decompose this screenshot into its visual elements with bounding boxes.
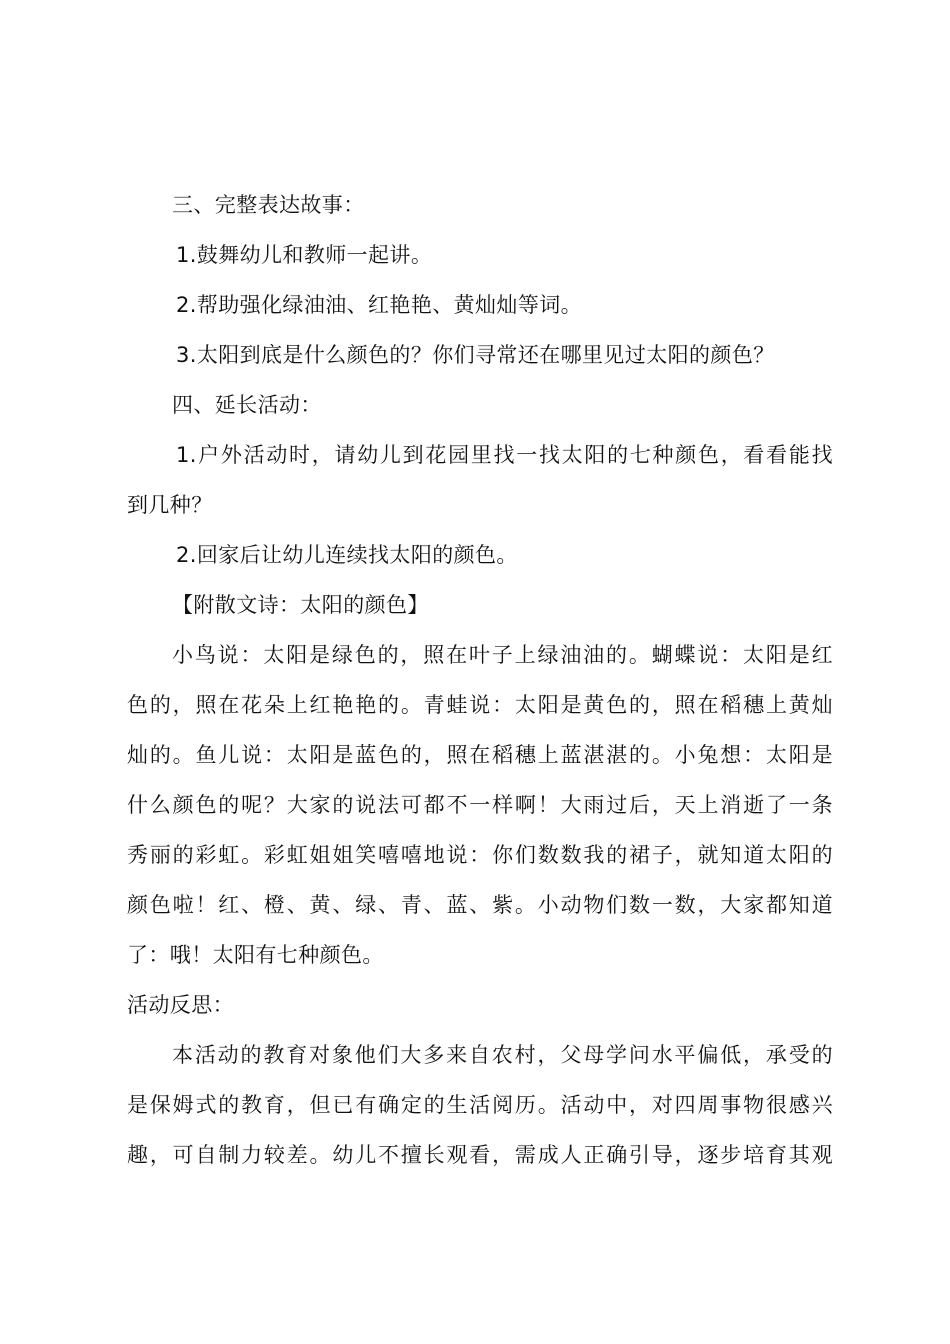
paragraph-line: 是保姆式的教育，但已有确定的生活阅历。活动中，对四周事物很感兴 [127, 1093, 833, 1117]
list-item: 3.太阳到底是什么颜色的？你们寻常还在哪里见过太阳的颜色？ [176, 343, 775, 367]
paragraph-line: 趣，可自制力较差。幼儿不擅长观看，需成人正确引导，逐步培育其观 [127, 1143, 833, 1167]
paragraph-line: 颜色啦！红、橙、黄、绿、青、蓝、紫。小动物们数一数，大家都知道 [127, 893, 833, 917]
list-item: 2.帮助强化绿油油、红艳艳、黄灿灿等词。 [176, 293, 583, 317]
paragraph-line: 秀丽的彩虹。彩虹姐姐笑嘻嘻地说：你们数数我的裙子，就知道太阳的 [127, 843, 833, 867]
list-item: 2.回家后让幼儿连续找太阳的颜色。 [176, 543, 518, 567]
document-body [127, 180, 833, 1180]
paragraph-line: 本活动的教育对象他们大多来自农村，父母学问水平偏低，承受的 [172, 1043, 833, 1067]
list-item: 1.鼓舞幼儿和教师一起讲。 [176, 243, 433, 267]
list-item-continuation: 到几种？ [127, 493, 213, 517]
paragraph-line: 灿的。鱼儿说：太阳是蓝色的，照在稻穗上蓝湛湛的。小兔想：太阳是 [127, 743, 833, 767]
paragraph-line: 了：哦！太阳有七种颜色。 [127, 943, 384, 967]
paragraph-line: 小鸟说：太阳是绿色的，照在叶子上绿油油的。蝴蝶说：太阳是红 [172, 643, 833, 667]
section-heading-3: 三、完整表达故事： [172, 193, 365, 217]
reflection-heading: 活动反思： [127, 993, 234, 1017]
list-item: 1.户外活动时，请幼儿到花园里找一找太阳的七种颜色，看看能找 [176, 443, 833, 467]
poem-title: 【附散文诗：太阳的颜色】 [172, 593, 429, 617]
section-heading-4: 四、延长活动： [172, 393, 322, 417]
paragraph-line: 什么颜色的呢？大家的说法可都不一样啊！大雨过后，天上消逝了一条 [127, 793, 833, 817]
paragraph-line: 色的，照在花朵上红艳艳的。青蛙说：太阳是黄色的，照在稻穗上黄灿 [127, 693, 833, 717]
